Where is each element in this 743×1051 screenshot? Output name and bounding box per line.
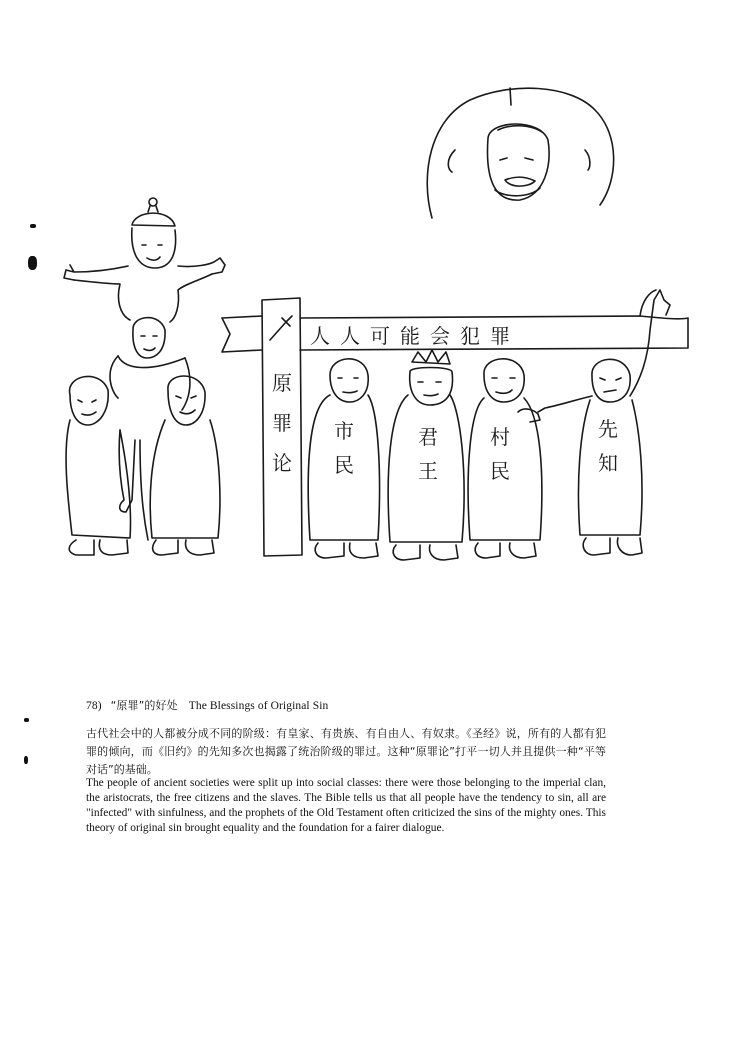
scan-speck [24, 756, 28, 764]
post-text [272, 371, 292, 475]
caption-title-en: The Blessings of Original Sin [188, 700, 329, 712]
figure-label-char: 村 [490, 425, 510, 449]
post-char: 原 [272, 371, 292, 395]
figure-label-char: 王 [418, 459, 438, 483]
paragraph-english: The people of ancient societies were split up into social classes: there were those belonging to the imperial clan, the aristocrats, the free citizens and the slaves. The Bible tells us that all people have the tendency to sin, all are "infected" with sinfulness, and the prophets of the Old Testament often criticized the sins of the mighty ones. This theory of original sin brought equality and the foundation for a fairer dialogue. [86, 777, 606, 834]
banner-text: 人人可能会犯罪 [310, 324, 520, 348]
paragraph-chinese: 古代社会中的人都被分成不同的阶级：有皇家、有贵族、有自由人、有奴隶。《圣经》说，所有的人都有犯罪的倾向，而《旧约》的先知多次也揭露了统治阶级的罪过。这种“原罪论”打平一切人并且提供一种“平等对话”的基础。 [86, 727, 606, 776]
figure-label-char: 君 [418, 425, 438, 449]
figure-label-char: 市 [334, 419, 354, 443]
scan-speck [30, 224, 36, 228]
post-char: 论 [272, 451, 292, 475]
emperor-cluster [64, 198, 225, 555]
post-char: 罪 [272, 411, 292, 435]
figure-label-char: 民 [334, 453, 354, 477]
figure-label-char: 先 [598, 417, 618, 441]
figure-king [388, 350, 464, 560]
caption-number: 78) [86, 700, 102, 712]
scan-speck [24, 718, 29, 722]
scan-speck [28, 256, 37, 270]
figure-caption [86, 697, 328, 713]
caption-title-zh: “原罪”的好处 [110, 699, 178, 712]
god-figure [427, 88, 613, 218]
figure-label-char: 民 [490, 459, 510, 483]
figure-label-char: 知 [598, 451, 618, 475]
